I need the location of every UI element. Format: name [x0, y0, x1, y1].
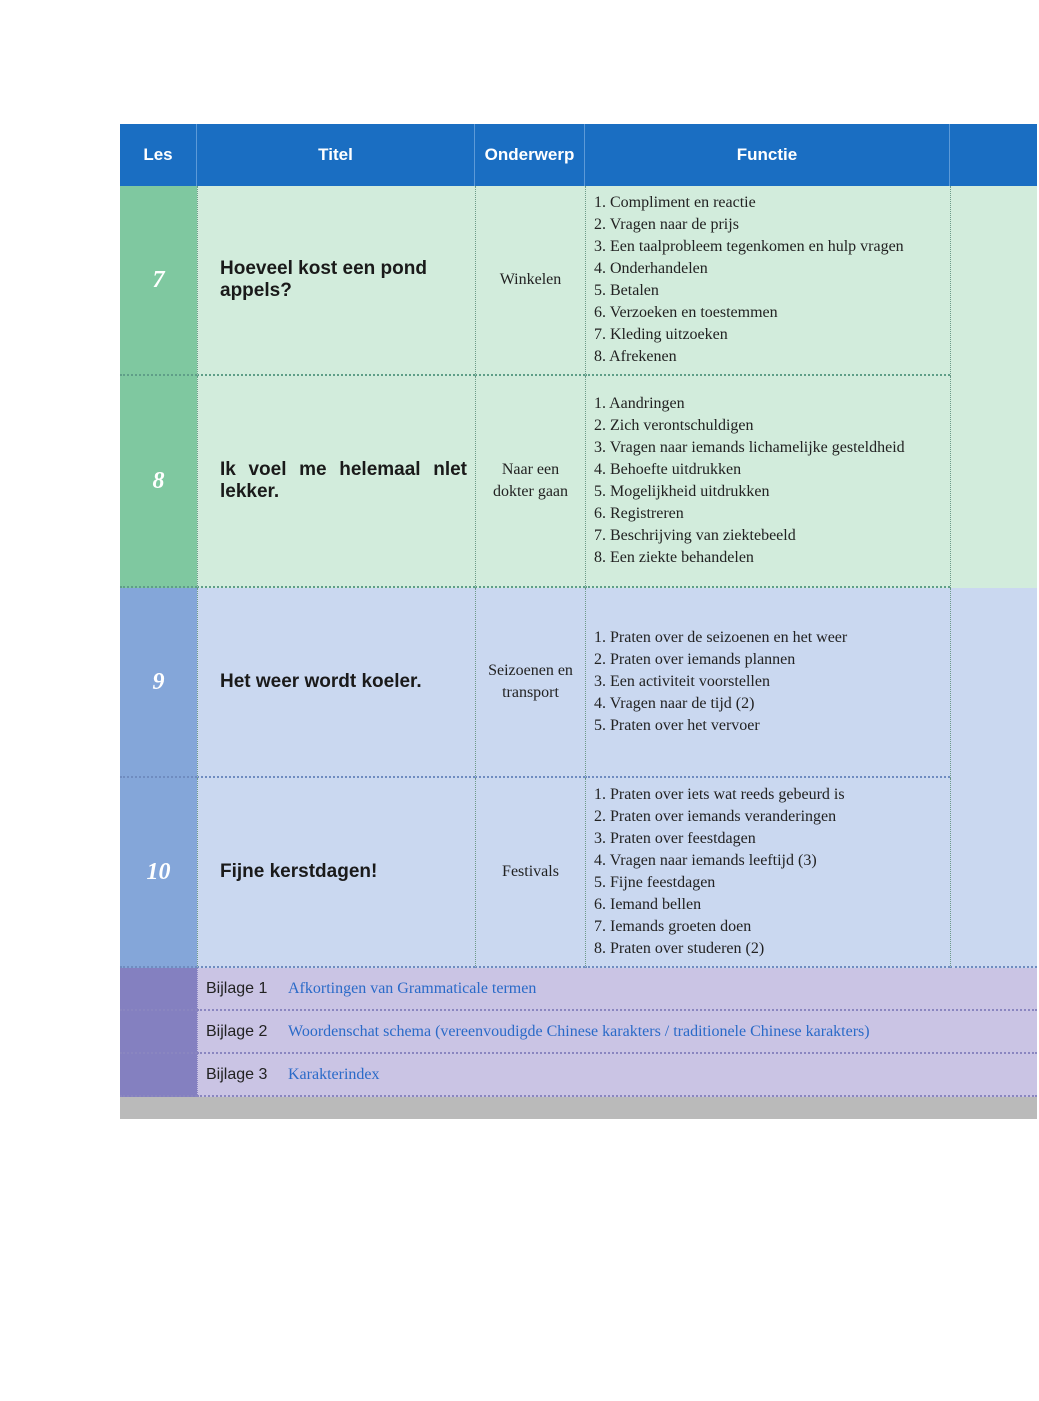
appendix-label: Bijlage 3 — [206, 1065, 268, 1083]
function-item: 1. Compliment en reactie — [594, 194, 756, 211]
function-item: 8. Praten over studeren (2) — [594, 940, 765, 957]
lesson-functions — [585, 588, 950, 778]
lesson-number: 8 — [120, 376, 197, 588]
function-item: 3. Vragen naar iemands lichamelijke gesteldheid — [594, 439, 905, 456]
function-item: 4. Behoefte uitdrukken — [594, 461, 742, 478]
function-item: 5. Betalen — [594, 282, 659, 299]
function-item: 6. Verzoeken en toestemmen — [594, 304, 778, 321]
lesson-extra — [950, 376, 1037, 588]
lesson-functions — [585, 376, 950, 588]
function-item: 5. Praten over het vervoer — [594, 717, 760, 734]
appendix-marker — [120, 1011, 197, 1054]
function-list — [594, 784, 845, 960]
appendix-label: Bijlage 2 — [206, 1022, 268, 1040]
lesson-title[interactable]: Fijne kerstdagen! — [197, 778, 475, 968]
lesson-extra — [950, 778, 1037, 968]
appendix-label: Bijlage 1 — [206, 979, 268, 997]
function-item: 3. Een activiteit voorstellen — [594, 673, 770, 690]
lesson-number: 9 — [120, 588, 197, 778]
lesson-title[interactable]: Het weer wordt koeler. — [197, 588, 475, 778]
header-functie: Functie — [585, 124, 950, 186]
header-onderwerp: Onderwerp — [475, 124, 585, 186]
function-list — [594, 192, 904, 368]
function-item: 7. Kleding uitzoeken — [594, 326, 728, 343]
lesson-topic: Seizoenen en transport — [475, 588, 585, 778]
function-list — [594, 627, 847, 737]
function-item: 4. Onderhandelen — [594, 260, 708, 277]
lesson-extra — [950, 588, 1037, 778]
header-extra — [950, 124, 1037, 186]
appendix-link[interactable]: Afkortingen van Grammaticale termen — [288, 979, 537, 997]
appendix-link[interactable]: Karakterindex — [288, 1065, 380, 1083]
function-item: 7. Beschrijving van ziektebeeld — [594, 527, 796, 544]
function-item: 2. Vragen naar de prijs — [594, 216, 739, 233]
appendix-link[interactable]: Woordenschat schema (vereenvoudigde Chinese karakters / traditionele Chinese karakters) — [288, 1022, 870, 1040]
function-item: 3. Een taalprobleem tegenkomen en hulp vragen — [594, 238, 904, 255]
function-item: 1. Praten over de seizoenen en het weer — [594, 629, 848, 646]
function-item: 2. Zich verontschuldigen — [594, 417, 754, 434]
function-item: 2. Praten over iemands plannen — [594, 651, 796, 668]
lesson-title[interactable]: Ik voel me helemaal nlet lekker. — [197, 376, 475, 588]
lesson-topic: Naar een dokter gaan — [475, 376, 585, 588]
lesson-functions — [585, 186, 950, 376]
table-of-contents — [120, 124, 1037, 1119]
lesson-functions — [585, 778, 950, 968]
function-item: 8. Afrekenen — [594, 348, 677, 365]
function-item: 8. Een ziekte behandelen — [594, 549, 754, 566]
appendix-row[interactable] — [197, 968, 1037, 1011]
function-item: 5. Fijne feestdagen — [594, 874, 716, 891]
function-list — [594, 393, 905, 569]
function-item: 7. Iemands groeten doen — [594, 918, 752, 935]
function-item: 2. Praten over iemands veranderingen — [594, 808, 837, 825]
lesson-title[interactable]: Hoeveel kost een pond appels? — [197, 186, 475, 376]
function-item: 6. Registreren — [594, 505, 684, 522]
header-titel: Titel — [197, 124, 475, 186]
lesson-topic: Winkelen — [475, 186, 585, 376]
function-item: 5. Mogelijkheid uitdrukken — [594, 483, 770, 500]
header-les: Les — [120, 124, 197, 186]
function-item: 1. Aandringen — [594, 395, 685, 412]
function-item: 4. Vragen naar iemands leeftijd (3) — [594, 852, 817, 869]
function-item: 3. Praten over feestdagen — [594, 830, 756, 847]
lesson-extra — [950, 186, 1037, 376]
lesson-number: 7 — [120, 186, 197, 376]
appendix-marker — [120, 968, 197, 1011]
lesson-topic: Festivals — [475, 778, 585, 968]
footer-band — [120, 1097, 1037, 1119]
function-item: 1. Praten over iets wat reeds gebeurd is — [594, 786, 845, 803]
lesson-number: 10 — [120, 778, 197, 968]
function-item: 4. Vragen naar de tijd (2) — [594, 695, 755, 712]
function-item: 6. Iemand bellen — [594, 896, 702, 913]
appendix-row[interactable] — [197, 1011, 1037, 1054]
appendix-marker — [120, 1054, 197, 1097]
appendix-row[interactable] — [197, 1054, 1037, 1097]
